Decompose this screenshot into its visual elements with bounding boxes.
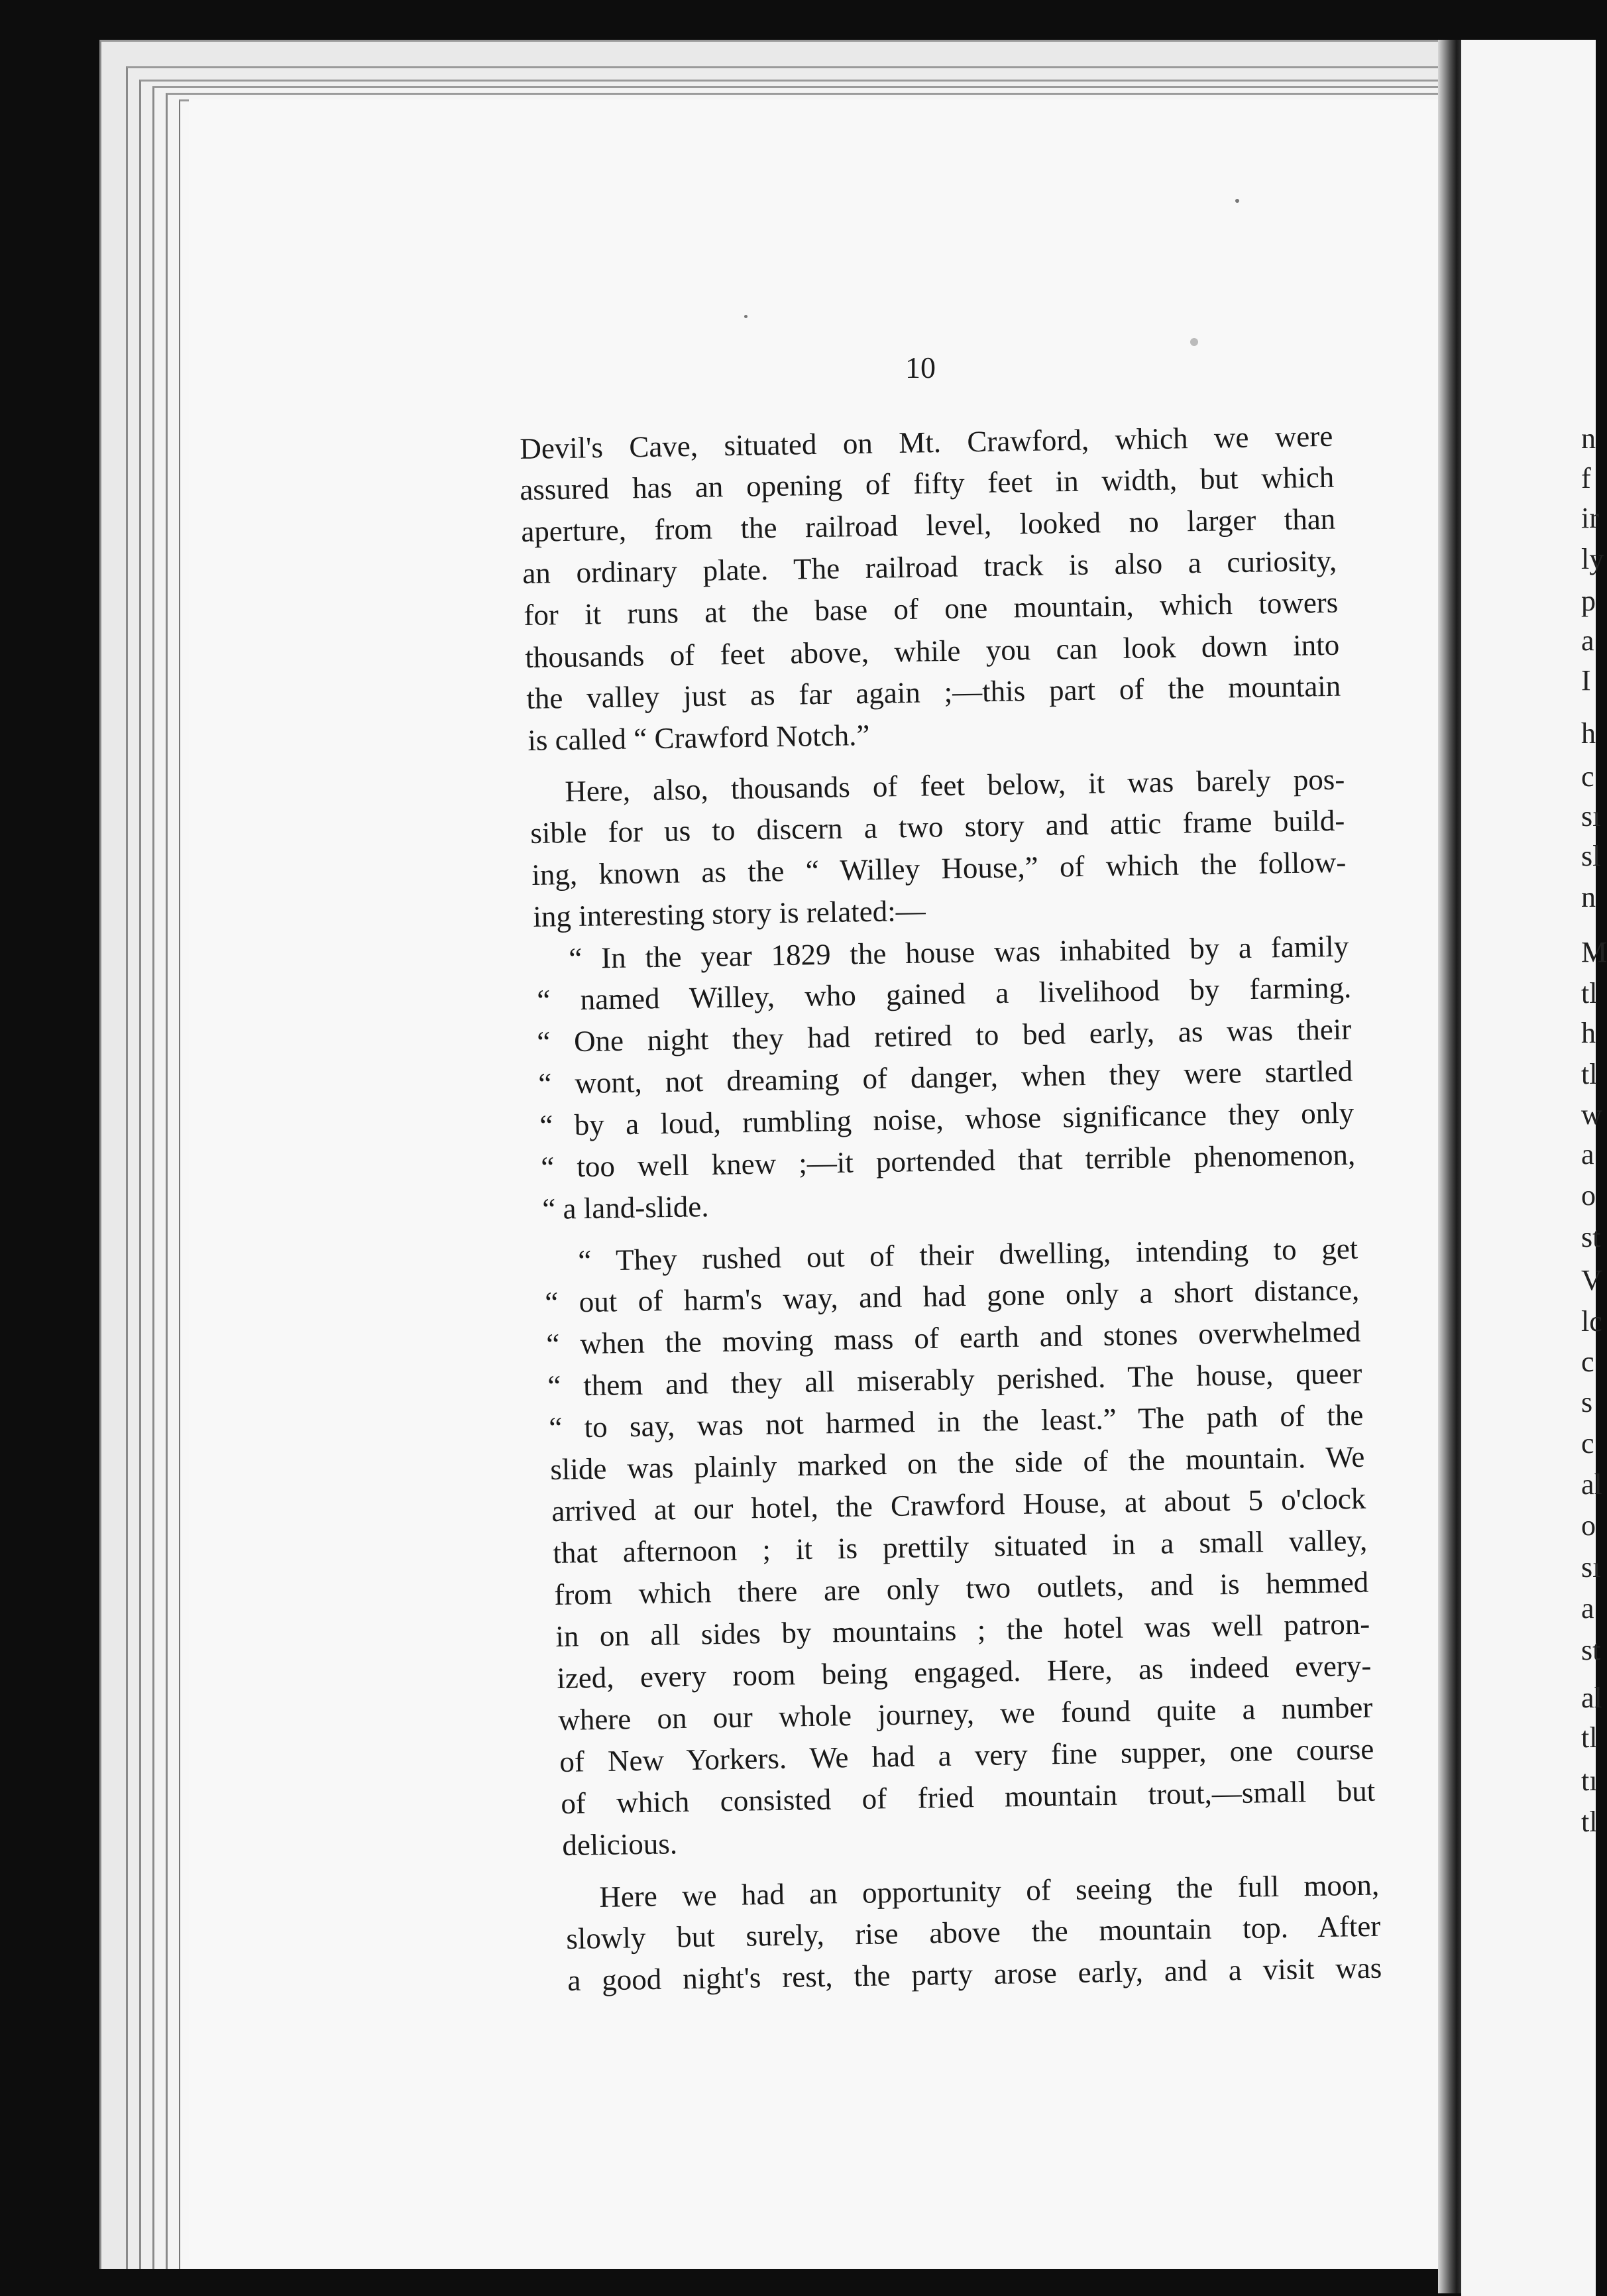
text-line: from which there are only two outlets, and is hemmed <box>553 1565 1369 1611</box>
facing-page-fragment: c <box>1581 760 1594 793</box>
text-line: in on all sides by mountains ; the hotel was well patron- <box>555 1607 1370 1653</box>
text-line: slide was plainly marked on the side of the mountain. We <box>549 1440 1365 1486</box>
text-line: thousands of feet above, while you can look down into <box>524 628 1340 674</box>
text-line: ing interesting story is related:— <box>532 893 926 933</box>
facing-page-fragment: al <box>1581 1468 1602 1501</box>
text-line: that afternoon ; it is prettily situated in a small valley, <box>552 1523 1368 1570</box>
text-line: “ wont, not dreaming of danger, when they were startled <box>537 1054 1353 1100</box>
facing-page-fragment: n <box>1581 881 1596 913</box>
text-line: “ them and they all miserably perished. The house, queer <box>547 1356 1362 1403</box>
text-line: for it runs at the base of one mountain, which towers <box>523 585 1339 632</box>
text-line: “ to say, was not harmed in the least.” The path of the <box>548 1398 1364 1444</box>
facing-page-fragment: sı <box>1581 1551 1601 1583</box>
facing-page-fragment: w <box>1581 1098 1602 1131</box>
facing-page-fragment: a <box>1581 1592 1594 1625</box>
facing-page-fragment: n <box>1581 422 1596 455</box>
text-line: of New Yorkers. We had a very fine supper, one course <box>559 1732 1374 1778</box>
text-line: “ One night they had retired to bed early, as was their <box>536 1012 1352 1059</box>
binding-gutter <box>1438 40 1465 2293</box>
text-line: an ordinary plate. The railroad track is also a curiosity, <box>522 544 1337 590</box>
facing-page-fragment: tl <box>1581 1721 1598 1754</box>
text-line: delicious. <box>561 1827 678 1862</box>
text-line: where on our whole journey, we found quite a number <box>557 1690 1373 1737</box>
facing-page-fragment: I <box>1581 664 1591 697</box>
text-line: “ too well knew ;—it portended that terrible phenomenon, <box>540 1137 1356 1184</box>
facing-page-fragment: p <box>1581 585 1596 617</box>
facing-page-fragment: a <box>1581 1138 1594 1171</box>
facing-page-fragment: o <box>1581 1509 1596 1542</box>
text-line: arrived at our hotel, the Crawford House, at about 5 o'clock <box>551 1481 1366 1528</box>
facing-page-fragment: st <box>1581 1221 1601 1253</box>
text-line: Devil's Cave, situated on Mt. Crawford, which we were <box>519 419 1333 465</box>
paper-speck <box>744 315 748 318</box>
facing-page-fragment: st <box>1581 1634 1601 1666</box>
text-line: sible for us to discern a two story and attic frame build- <box>529 803 1345 850</box>
text-line: “ out of harm's way, and had gone only a short distance, <box>544 1273 1360 1319</box>
facing-page-fragment: tı <box>1581 1764 1598 1797</box>
facing-page-fragment: a <box>1581 624 1594 657</box>
text-line: Here, also, thousands of feet below, it was barely pos- <box>564 762 1345 808</box>
facing-page-fragment: f <box>1581 462 1591 494</box>
text-line: of which consisted of fried mountain trout,—small but <box>560 1774 1376 1820</box>
facing-page-fragment: tl <box>1581 977 1598 1009</box>
text-line: is called “ Crawford Notch.” <box>527 718 870 757</box>
text-line: “ by a loud, rumbling noise, whose significance they only <box>539 1096 1355 1142</box>
text-line: “ In the year 1829 the house was inhabited by a family <box>568 929 1349 975</box>
facing-page-fragment: V <box>1581 1264 1602 1296</box>
facing-page-fragment: ir <box>1581 502 1599 534</box>
facing-page-fragment: sl <box>1581 840 1601 872</box>
text-line: “ named Willey, who gained a livelihood by farming. <box>536 970 1352 1017</box>
text-line: “ when the moving mass of earth and stones overwhelmed <box>545 1314 1361 1361</box>
facing-page-fragment: sı <box>1581 800 1601 832</box>
facing-page-fragment: ly <box>1581 543 1604 575</box>
text-line: a good night's rest, the party arose early, and a visit was <box>567 1951 1382 1997</box>
text-line: assured has an opening of fifty feet in width, but which <box>519 460 1335 506</box>
facing-page-fragment: o <box>1581 1179 1596 1212</box>
page-number: 10 <box>905 351 936 384</box>
facing-page-fragment: tl <box>1581 1058 1598 1090</box>
facing-page <box>1461 40 1596 2296</box>
facing-page-fragment: c <box>1581 1427 1594 1460</box>
facing-page-fragment: c <box>1581 1346 1594 1378</box>
facing-page-fragment: h <box>1581 1017 1596 1049</box>
paper-speck <box>1235 199 1239 203</box>
text-line: ing, known as the “ Willey House,” of which the follow- <box>531 845 1347 891</box>
text-line: “ a land-slide. <box>541 1190 709 1226</box>
facing-page-fragment: s <box>1581 1386 1593 1418</box>
text-line: slowly but surely, rise above the mountain top. After <box>565 1909 1381 1955</box>
facing-page-fragment: lc <box>1581 1305 1602 1338</box>
text-line: aperture, from the railroad level, looked no larger than <box>520 502 1336 548</box>
text-line: the valley just as far again ;—this part of the mountain <box>526 669 1341 715</box>
paper-speck <box>1190 338 1198 346</box>
facing-page-fragment: al <box>1581 1682 1602 1714</box>
facing-page-fragment: h <box>1581 717 1596 750</box>
text-line: “ They rushed out of their dwelling, intending to get <box>577 1232 1358 1277</box>
facing-page-fragment: M <box>1581 936 1607 968</box>
facing-page-fragment: tl <box>1581 1806 1598 1838</box>
text-line: ized, every room being engaged. Here, as indeed every- <box>556 1648 1372 1695</box>
text-line: Here we had an opportunity of seeing the full moon, <box>598 1868 1380 1914</box>
